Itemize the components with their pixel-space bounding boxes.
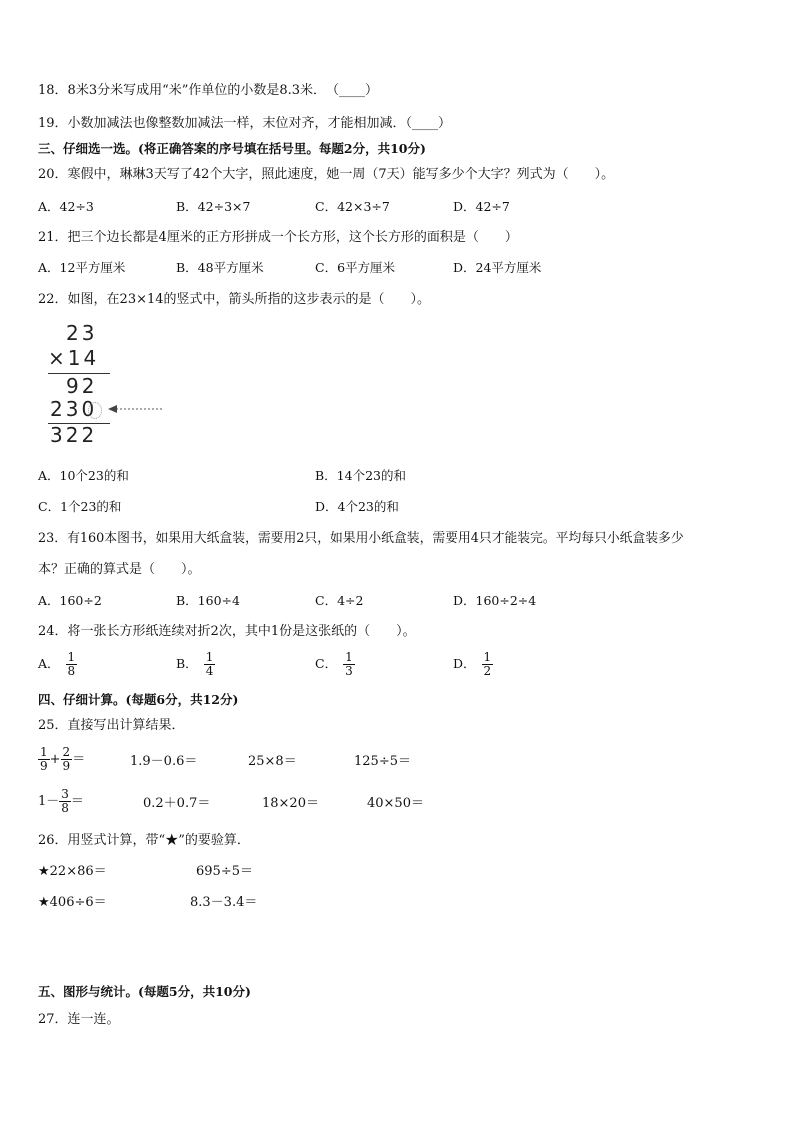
q20-option-c: C．42×3÷7 — [315, 199, 390, 214]
q21-option-b: B．48平方厘米 — [176, 260, 264, 275]
q20-option-a: A．42÷3 — [38, 199, 94, 214]
q24-option-a-label: A． — [38, 656, 60, 671]
q22-option-a: A．10个23的和 — [38, 468, 129, 483]
q24-option-c — [315, 651, 355, 678]
plus-sign: + — [49, 752, 61, 767]
q24-option-c-label: C． — [315, 656, 338, 671]
fraction-denominator: 9 — [62, 759, 71, 773]
fraction-numerator: 3 — [61, 787, 69, 801]
question-24-stem: 24．将一张长方形纸连续对折2次，其中1份是这张纸的（ ）。 — [38, 624, 416, 639]
question-25-stem: 25．直接写出计算结果． — [38, 718, 185, 733]
fraction-numerator: 1 — [67, 650, 76, 664]
vertical-row-230: 230 — [50, 397, 98, 421]
fraction-denominator: 8 — [61, 801, 69, 815]
one-minus: 1－ — [38, 794, 60, 809]
question-21-stem: 21．把三个边长都是4厘米的正方形拼成一个长方形，这个长方形的面积是（ ） — [38, 230, 518, 245]
fraction-1-3 — [343, 651, 355, 678]
calc-item: 18×20＝ — [262, 796, 319, 811]
fraction-denominator: 9 — [40, 759, 48, 773]
fraction-1-4 — [204, 651, 216, 678]
fraction-1-8 — [66, 651, 78, 678]
calc-item: ★22×86＝ — [38, 864, 107, 879]
question-19: 19．小数加减法也像整数加减法一样，末位对齐，才能相加减．（____） — [38, 116, 452, 131]
fraction-denominator: 2 — [483, 664, 492, 678]
q23-option-a: A．160÷2 — [38, 593, 102, 608]
q22-option-c: C．1个23的和 — [38, 499, 122, 514]
equals-sign: ＝ — [72, 752, 86, 767]
calc-item: ★406÷6＝ — [38, 895, 107, 910]
fraction-denominator: 3 — [345, 664, 353, 678]
vertical-row-92: 92 — [66, 374, 98, 398]
equals-sign: ＝ — [70, 794, 84, 809]
section-5-heading: 五、图形与统计。(每题5分，共10分) — [38, 984, 251, 999]
question-27-stem: 27．连一连。 — [38, 1012, 120, 1027]
q24-option-d-label: D． — [453, 656, 476, 671]
q20-option-d: D．42÷7 — [453, 199, 510, 214]
vertical-multiplication-figure — [48, 320, 168, 450]
vertical-row-322: 322 — [50, 423, 98, 447]
calc-item: 0.2＋0.7＝ — [143, 796, 211, 811]
question-23-stem-line-1: 23．有160本图书，如果用大纸盒装，需要用2只，如果用小纸盒装，需要用4只才能装完。平均每只小纸盒装多少 — [38, 531, 684, 546]
q24-option-b-label: B． — [176, 656, 198, 671]
q24-option-d — [453, 651, 493, 678]
fraction-numerator: 2 — [62, 745, 71, 759]
vertical-row-x14: ×14 — [48, 346, 100, 370]
fraction-numerator: 1 — [483, 650, 492, 664]
question-26-stem: 26．用竖式计算，带“★”的要验算． — [38, 833, 250, 848]
q21-option-c: C．6平方厘米 — [315, 260, 396, 275]
q23-option-c: C．4÷2 — [315, 593, 364, 608]
q22-option-d: D．4个23的和 — [315, 499, 399, 514]
q23-option-b: B．160÷4 — [176, 593, 240, 608]
q24-option-a — [38, 651, 77, 678]
question-20-stem: 20．寒假中，琳琳3天写了42个大字，照此速度，她一周（7天）能写多少个大字？列式为（ ）。 — [38, 167, 615, 182]
section-4-heading: 四、仔细计算。(每题6分，共12分) — [38, 692, 239, 707]
calc-item: 125÷5＝ — [354, 754, 411, 769]
calc-fraction-sum — [38, 746, 85, 773]
fraction-2-9 — [61, 746, 73, 773]
q23-option-d: D．160÷2÷4 — [453, 593, 537, 608]
fraction-denominator: 8 — [67, 664, 76, 678]
fraction-denominator: 4 — [205, 664, 214, 678]
q21-option-d: D．24平方厘米 — [453, 260, 542, 275]
question-22-stem: 22．如图，在23×14的竖式中，箭头所指的这步表示的是（ ）。 — [38, 292, 431, 307]
section-3-heading: 三、仔细选一选。(将正确答案的序号填在括号里。每题2分，共10分) — [38, 141, 426, 156]
vertical-row-23: 23 — [66, 321, 98, 345]
q21-option-a: A．12平方厘米 — [38, 260, 126, 275]
fraction-1-9 — [38, 746, 50, 773]
calc-item: 40×50＝ — [367, 796, 424, 811]
calc-item: 25×8＝ — [248, 754, 297, 769]
question-18: 18．8米3分米写成用“米”作单位的小数是8.3米． （____） — [38, 83, 379, 98]
fraction-numerator: 1 — [345, 650, 353, 664]
fraction-numerator: 1 — [205, 650, 214, 664]
calc-one-minus-fraction — [38, 788, 84, 815]
calc-item: 695÷5＝ — [196, 864, 253, 879]
question-23-stem-line-2: 本？正确的算式是（ ）。 — [38, 562, 201, 577]
calc-item: 8.3－3.4＝ — [190, 895, 258, 910]
q20-option-b: B．42÷3×7 — [176, 199, 251, 214]
q24-option-b — [176, 651, 215, 678]
left-arrow-icon — [108, 404, 168, 414]
calc-item: 1.9－0.6＝ — [130, 754, 198, 769]
fraction-numerator: 1 — [40, 745, 48, 759]
highlight-circle — [88, 402, 102, 419]
q22-option-b: B．14个23的和 — [315, 468, 406, 483]
fraction-3-8 — [59, 788, 71, 815]
fraction-1-2 — [482, 651, 494, 678]
